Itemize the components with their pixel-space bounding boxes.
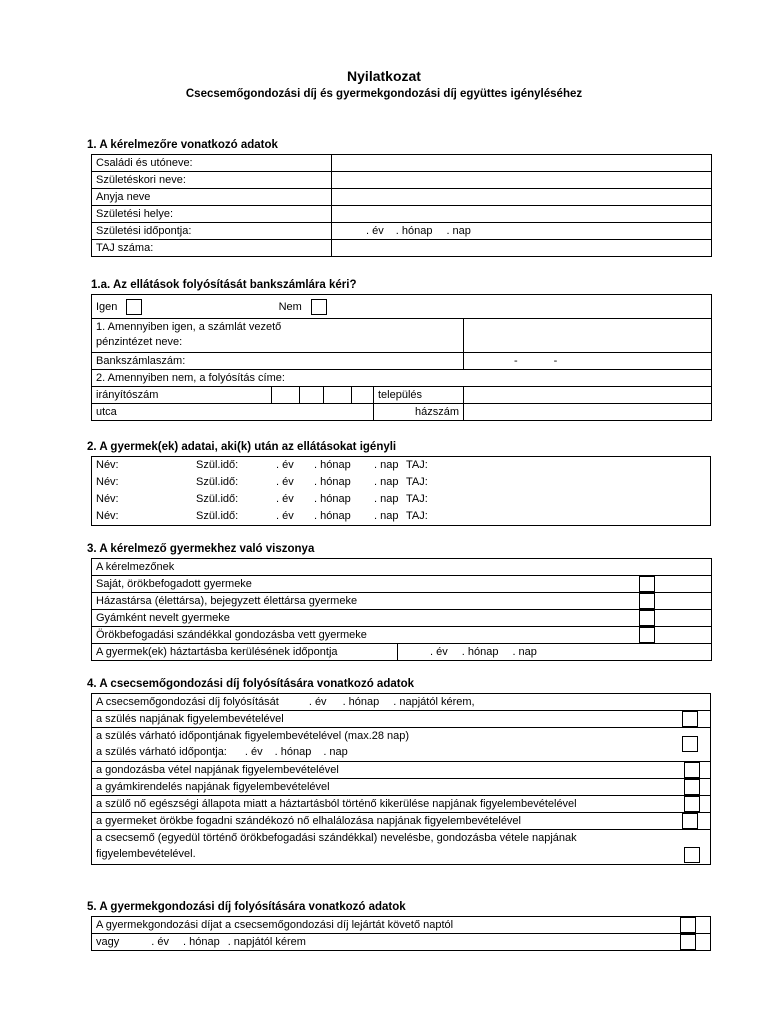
child-taj-label: TAJ:	[406, 476, 428, 488]
zip-digit[interactable]	[324, 387, 352, 404]
table-row	[92, 830, 711, 865]
address-label: 2. Amennyiben nem, a folyósítás címe:	[92, 370, 712, 387]
child-rows	[92, 457, 711, 526]
table-row	[92, 206, 712, 223]
zip-digit[interactable]	[300, 387, 324, 404]
town-field[interactable]	[464, 387, 712, 404]
relation-checkbox[interactable]	[639, 627, 655, 643]
zip-digit[interactable]	[272, 387, 300, 404]
table-row	[92, 762, 711, 779]
infant-option[interactable]: a gondozásba vétel napjának figyelembevételével	[92, 762, 711, 779]
child-dob-label: Szül.idő:	[196, 459, 239, 471]
table-row	[92, 711, 711, 728]
street-label: utca	[96, 405, 117, 418]
table-row	[92, 319, 712, 353]
child-row[interactable]: Név: Szül.idő: . év . hónap . nap TAJ:	[96, 508, 706, 525]
infant-option[interactable]: a szülés várható időpontjának figyelembevételével (max.28 nap) a szülés várható időpontja: . év . hónap . nap	[92, 728, 711, 762]
zip-digit[interactable]	[352, 387, 374, 404]
option-checkbox[interactable]	[684, 847, 700, 863]
field-label: Születési időpontja:	[92, 223, 332, 240]
option-checkbox[interactable]	[682, 736, 698, 752]
table-row	[92, 189, 712, 206]
relation-option[interactable]: Gyámként nevelt gyermeke	[92, 610, 712, 627]
option-checkbox[interactable]	[680, 934, 696, 950]
table-row	[92, 559, 712, 576]
table-row	[92, 627, 712, 644]
table-row	[92, 370, 712, 387]
table-row	[92, 796, 711, 813]
table-row	[92, 172, 712, 189]
house-label: házszám	[374, 404, 464, 421]
no-label: Nem	[278, 300, 302, 313]
relation-checkbox[interactable]	[639, 610, 655, 626]
child-name-label: Név:	[96, 510, 119, 522]
infant-option[interactable]: a gyermeket örökbe fogadni szándékozó nő elhalálozása napjának figyelembevételével	[92, 813, 711, 830]
field-label: TAJ száma:	[92, 240, 332, 257]
child-row[interactable]: Név: Szül.idő: . év . hónap . nap TAJ:	[96, 457, 706, 474]
field-label: Születési helye:	[92, 206, 332, 223]
table-row	[92, 240, 712, 257]
town-label: település	[374, 387, 464, 404]
relation-checkbox[interactable]	[639, 593, 655, 609]
childcare-option[interactable]: A gyermekgondozási díjat a csecsemőgondozási díj lejártát követő naptól	[92, 917, 711, 934]
relation-option[interactable]: Saját, örökbefogadott gyermeke	[92, 576, 712, 593]
mother-name-field[interactable]	[332, 189, 712, 206]
section-1a-heading: 1.a. Az ellátások folyósítását bankszámlára kéri?	[91, 279, 357, 291]
bank-name-label: 1. Amennyiben igen, a számlát vezető pénzintézet neve:	[92, 319, 464, 353]
birth-name-field[interactable]	[332, 172, 712, 189]
table-row	[92, 934, 711, 951]
relation-option[interactable]: Házastársa (élettársa), bejegyzett élettársa gyermeke	[92, 593, 712, 610]
option-checkbox[interactable]	[682, 813, 698, 829]
child-taj-label: TAJ:	[406, 459, 428, 471]
child-row[interactable]: Név: Szül.idő: . év . hónap . nap TAJ:	[96, 474, 706, 491]
infant-care-table	[91, 693, 711, 865]
child-dob-label: Szül.idő:	[196, 493, 239, 505]
house-field[interactable]	[464, 404, 712, 421]
option-checkbox[interactable]	[684, 779, 700, 795]
section-4-heading: 4. A csecsemőgondozási díj folyósítására vonatkozó adatok	[87, 678, 414, 690]
name-field[interactable]	[332, 155, 712, 172]
option-checkbox[interactable]	[680, 917, 696, 933]
option-checkbox[interactable]	[684, 762, 700, 778]
page-title: Nyilatkozat	[347, 68, 421, 84]
table-row	[92, 644, 712, 661]
section-3-heading: 3. A kérelmező gyermekhez való viszonya	[87, 543, 315, 555]
section-2-heading: 2. A gyermek(ek) adatai, aki(k) után az ellátásokat igényli	[87, 441, 397, 453]
relation-checkbox[interactable]	[639, 576, 655, 592]
page-subtitle: Csecsemőgondozási díj és gyermekgondozási díj együttes igényléséhez	[185, 88, 583, 100]
child-name-label: Név:	[96, 459, 119, 471]
child-row[interactable]: Név: Szül.idő: . év . hónap . nap TAJ:	[96, 491, 706, 508]
child-name-label: Név:	[96, 493, 119, 505]
children-table	[91, 456, 711, 526]
field-label: Családi és utóneve:	[92, 155, 332, 172]
birth-place-field[interactable]	[332, 206, 712, 223]
infant-option[interactable]: a szülés napjának figyelembevételével	[92, 711, 711, 728]
zip-label: irányítószám	[92, 387, 272, 404]
relation-table	[91, 558, 712, 661]
field-label: Anyja neve	[92, 189, 332, 206]
table-row	[92, 576, 712, 593]
relation-header: A kérelmezőnek	[92, 559, 712, 576]
child-name-label: Név:	[96, 476, 119, 488]
street-field[interactable]	[92, 404, 374, 421]
infant-option[interactable]: a szülő nő egészségi állapota miatt a háztartásból történő kikerülése napjának figyelembevételével	[92, 796, 711, 813]
account-label: Bankszámlaszám:	[92, 353, 464, 370]
table-row	[92, 728, 711, 762]
childcare-date-field[interactable]: vagy . év . hónap . napjától kérem	[92, 934, 711, 951]
table-row	[92, 917, 711, 934]
table-row	[92, 610, 712, 627]
table-row	[92, 694, 711, 711]
table-row	[92, 779, 711, 796]
yes-label: Igen	[96, 300, 118, 313]
table-row	[92, 404, 712, 421]
birth-date-field[interactable]: . év . hónap . nap	[332, 223, 712, 240]
taj-field[interactable]	[332, 240, 712, 257]
table-row	[92, 295, 712, 319]
yes-checkbox[interactable]	[126, 299, 142, 315]
table-row	[92, 353, 712, 370]
bank-table	[91, 294, 712, 421]
table-row	[92, 155, 712, 172]
table-row	[92, 813, 711, 830]
table-row	[92, 387, 712, 404]
bank-name-field[interactable]	[464, 319, 712, 353]
relation-option[interactable]: Örökbefogadási szándékkal gondozásba vett gyermeke	[92, 627, 712, 644]
table-row	[92, 223, 712, 240]
childcare-table	[91, 916, 711, 951]
field-label: Születéskori neve:	[92, 172, 332, 189]
child-taj-label: TAJ:	[406, 493, 428, 505]
applicant-table	[91, 154, 712, 257]
option-checkbox[interactable]	[684, 796, 700, 812]
child-taj-label: TAJ:	[406, 510, 428, 522]
infant-option[interactable]: a gyámkirendelés napjának figyelembevételével	[92, 779, 711, 796]
table-row	[92, 593, 712, 610]
section-5-heading: 5. A gyermekgondozási díj folyósítására vonatkozó adatok	[87, 901, 406, 913]
child-dob-label: Szül.idő:	[196, 476, 239, 488]
section-1-heading: 1. A kérelmezőre vonatkozó adatok	[87, 139, 278, 151]
child-dob-label: Szül.idő:	[196, 510, 239, 522]
household-date-field[interactable]: . év . hónap . nap	[398, 644, 712, 661]
option-checkbox[interactable]	[682, 711, 698, 727]
infant-option[interactable]: a csecsemő (egyedül történő örökbefogadási szándékkal) nevelésbe, gondozásba vétele napjának figyelembevételével.	[92, 830, 711, 865]
account-field[interactable]: - -	[464, 353, 712, 370]
household-date-label: A gyermek(ek) háztartásba kerülésének időpontja	[92, 644, 398, 661]
infant-start-field[interactable]: A csecsemőgondozási díj folyósítását . év . hónap . napjától kérem,	[92, 694, 711, 711]
no-checkbox[interactable]	[311, 299, 327, 315]
